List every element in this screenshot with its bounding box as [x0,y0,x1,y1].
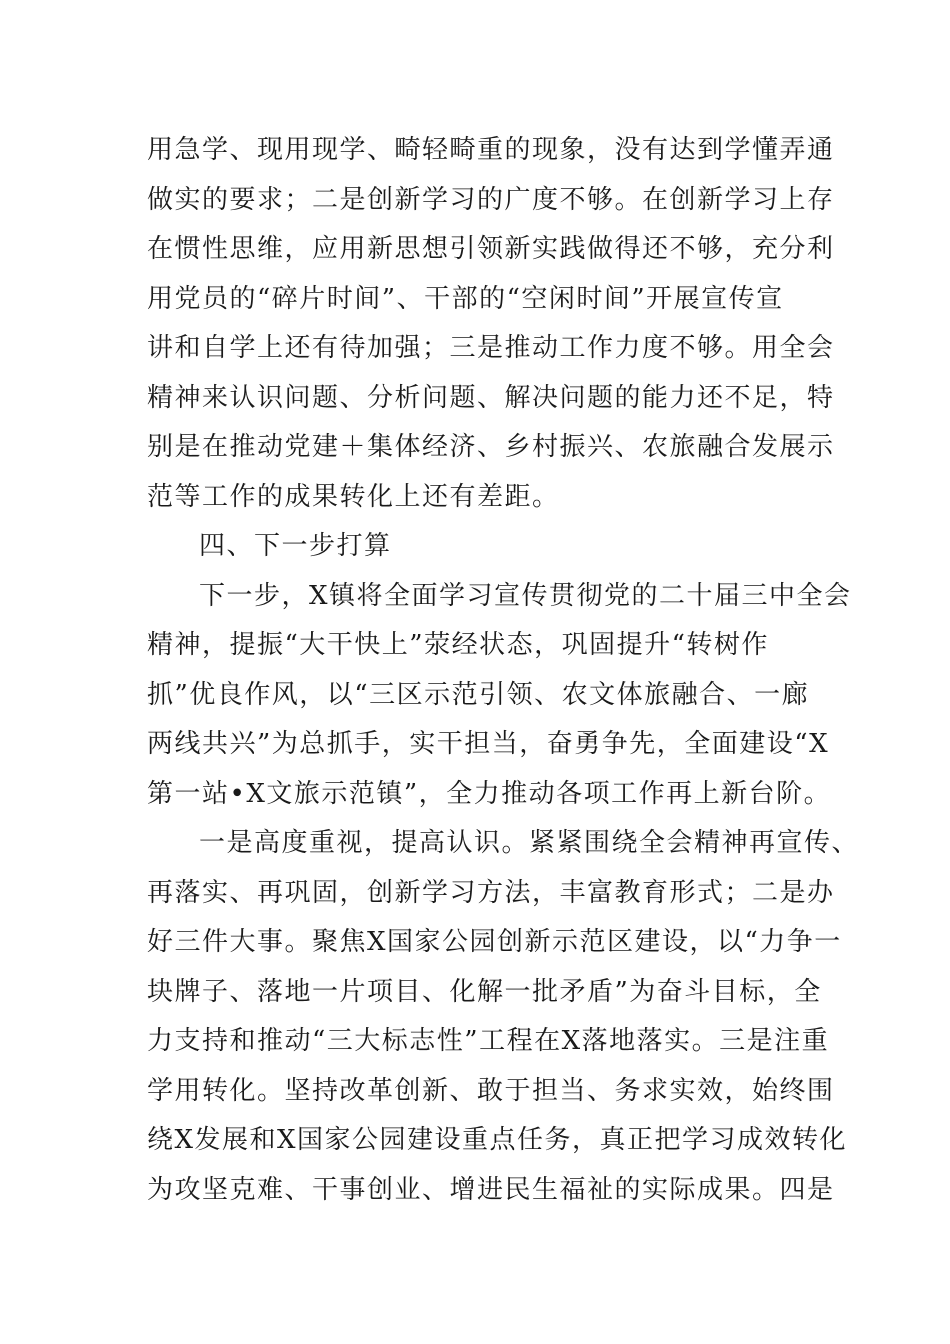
text-line: 范等工作的成果转化上还有差距。 [147,481,560,512]
text-line: 第一站•X文旅示范镇”，全力推动各项工作再上新台阶。 [147,778,832,809]
text-line: 在惯性思维，应用新思想引领新实践做得还不够，充分利 [147,234,835,264]
text-line: 力支持和推动“三大标志性”工程在X落地落实。三是注重 [147,1026,830,1056]
text-line: 精神，提振“大干快上”荥经状态，巩固提升“转树作 [147,630,769,660]
text-line: 抓”优良作风，以“三区示范引领、农文体旅融合、一廊 [147,679,810,710]
text-line: 好三件大事。聚焦X国家公园创新示范区建设，以“力争一 [147,927,842,957]
text-line: 学用转化。坚持改革创新、敢于担当、务求实效，始终围 [147,1075,835,1106]
text-line: 用急学、现用现学、畸轻畸重的现象，没有达到学懂弄通 [147,135,835,165]
text-line: 讲和自学上还有待加强；三是推动工作力度不够。用全会 [147,333,835,363]
text-line: 下一步，X镇将全面学习宣传贯彻党的二十届三中全会 [199,580,852,611]
text-line: 绕X发展和X国家公园建设重点任务，真正把学习成效转化 [147,1125,848,1155]
text-line: 两线共兴”为总抓手，实干担当，奋勇争先，全面建设“X [147,729,830,759]
text-line: 别是在推动党建＋集体经济、乡村振兴、农旅融合发展示 [147,432,835,462]
text-line: 做实的要求；二是创新学习的广度不够。在创新学习上存 [147,184,835,215]
text-line: 精神来认识问题、分析问题、解决问题的能力还不足，特 [147,382,835,413]
text-line: 为攻坚克难、干事创业、增进民生福祉的实际成果。四是 [147,1174,835,1205]
text-line: 再落实、再巩固，创新学习方法，丰富教育形式；二是办 [147,877,835,908]
text-line: 用党员的“碎片时间”、干部的“空闲时间”开展宣传宣 [147,283,784,314]
body-text [147,126,860,1215]
section-heading: 四、下一步打算 [199,531,392,561]
text-line: 一是高度重视，提高认识。紧紧围绕全会精神再宣传、 [199,828,860,858]
text-line: 块牌子、落地一片项目、化解一批矛盾”为奋斗目标，全 [147,976,822,1007]
